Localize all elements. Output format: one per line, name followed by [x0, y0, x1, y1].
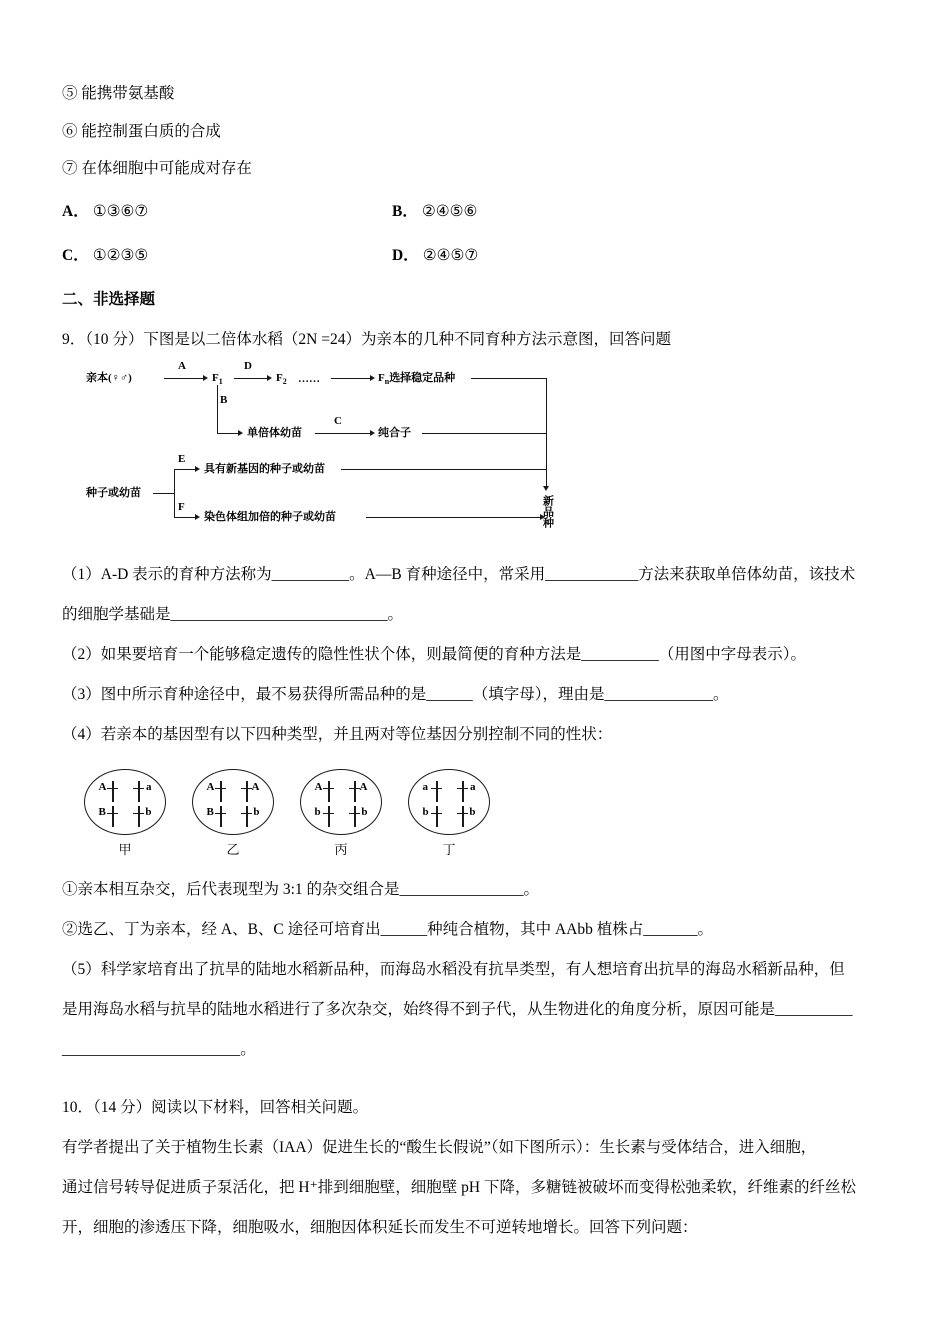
chromosome-icon: [132, 805, 152, 827]
chromosome-pair-bottom: [193, 806, 273, 827]
allele-label: B: [98, 805, 106, 818]
question-9-stem: [62, 327, 902, 349]
breeding-flow-diagram: [86, 359, 586, 549]
question-9-points: （10 分）: [85, 330, 144, 348]
question-10-number: 10．: [62, 1098, 94, 1116]
chromosome-icon: [206, 780, 227, 802]
genotype-cell-ding-wrap: [408, 769, 490, 858]
allele-label: b: [314, 805, 321, 818]
question-9-part-5-line-2: 是用海岛水稻与抗旱的陆地水稻进行了多次杂交，始终得不到子代，从生物进化的角度分析，原因可能是__________: [62, 1000, 853, 1018]
allele-label: A: [98, 780, 107, 793]
diagram-step-b-label: B: [220, 393, 228, 406]
arrow-head-b: [238, 430, 243, 436]
chromosome-pair-bottom: [301, 806, 381, 827]
option-a-label: A．: [62, 202, 89, 220]
seed-stem-line: [153, 493, 175, 494]
genotype-cell-jia-wrap: [84, 769, 166, 858]
diagram-step-e-label: E: [178, 452, 186, 465]
chromosome-icon: [206, 805, 227, 827]
arrow-line-a: [164, 378, 204, 379]
question-10-body-line-2: 通过信号转导促进质子泵活化，把 H⁺排到细胞壁，细胞壁 pH 下降，多糖链被破坏而变得松弛柔软，纤维素的纤丝松: [62, 1178, 856, 1196]
chromosome-icon: [348, 805, 368, 827]
diagram-step-a-label: A: [178, 359, 186, 372]
chromosome-icon: [98, 780, 119, 802]
right-collector-vline: [546, 378, 547, 488]
statement-7-text: 在体细胞中可能成对存在: [81, 160, 252, 177]
question-10-stem-text: 阅读以下材料，回答相关问题。: [151, 1098, 369, 1116]
chromosome-icon: [456, 780, 476, 802]
genotype-cell-jia: [84, 769, 166, 835]
arrow-line-c: [315, 433, 371, 434]
genotype-cell-label: 甲: [118, 841, 132, 857]
allele-label: a: [422, 780, 428, 793]
question-9-part-1-line-1: （1）A-D 表示的育种方法称为__________。A—B 育种途径中，常采用____________方法来获取单倍体幼苗，该技术: [62, 565, 856, 583]
chromosome-icon: [132, 780, 152, 802]
question-9-part-3: （3）图中所示育种途径中，最不易获得所需品种的是______（填字母），理由是______________。: [62, 685, 729, 703]
diagram-seed-label: 种子或幼苗: [86, 486, 141, 499]
question-9-number: 9．: [62, 330, 86, 348]
arrow-head-a: [203, 375, 208, 381]
genotype-cell-ding: [408, 769, 490, 835]
question-9-part-5-line-3: _______________________。: [62, 1040, 256, 1058]
allele-label: a: [470, 780, 476, 793]
genotype-cell-bing: [300, 769, 382, 835]
chromosome-icon: [348, 780, 368, 802]
chromosome-icon: [314, 805, 335, 827]
genotype-cell-label: 丙: [334, 841, 348, 857]
question-9-part-4-sub-1: ①亲本相互杂交，后代表现型为 3:1 的杂交组合是________________。: [62, 880, 540, 898]
diagram-new-variety-label: 新品种: [541, 494, 554, 528]
diagram-dots: ……: [298, 372, 320, 385]
statement-5: [62, 86, 902, 102]
option-row-ab: [62, 199, 902, 221]
question-9-part-1-line-2: 的细胞学基础是____________________________。: [62, 605, 404, 623]
diagram-step-d-label: D: [244, 359, 252, 372]
chromosome-icon: [422, 780, 443, 802]
diagram-parent-label: 亲本(♀♂): [86, 371, 132, 384]
allele-label: B: [206, 805, 214, 818]
diagram-new-gene-seed-label: 具有新基因的种子或幼苗: [204, 462, 325, 475]
chromosome-pair-top: [193, 781, 273, 802]
allele-label: A: [359, 780, 368, 793]
genotype-cell-bing-wrap: [300, 769, 382, 858]
arrow-line-fn: [331, 378, 371, 379]
statement-6-text: 能控制蛋白质的合成: [81, 122, 221, 140]
arrow-line-d: [234, 378, 268, 379]
section-heading: 二、非选择题: [62, 290, 156, 308]
chromosome-pair-bottom: [85, 806, 165, 827]
question-9-part-4: （4）若亲本的基因型有以下四种类型，并且两对等位基因分别控制不同的性状：: [62, 725, 613, 743]
chromosome-icon: [314, 780, 335, 802]
arrow-head-to-new-variety-v: [543, 486, 549, 491]
branch-line-b-h: [217, 433, 239, 434]
question-9-stem-text: 下图是以二倍体水稻（2N =24）为亲本的几种不同育种方法示意图，回答问题: [143, 330, 671, 348]
collector-line-top: [471, 378, 546, 379]
statement-7: [62, 161, 902, 177]
collector-line-f: [366, 517, 541, 518]
chromosome-icon: [98, 805, 119, 827]
genotype-cell-label: 乙: [226, 841, 240, 857]
collector-line-mid: [422, 433, 546, 434]
question-10-body-line-1: 有学者提出了关于植物生长素（IAA）促进生长的“酸生长假说”（如下图所示）：生长素与受体结合，进入细胞，: [62, 1138, 817, 1156]
diagram-doubled-seed-label: 染色体组加倍的种子或幼苗: [204, 510, 336, 523]
diagram-step-f-label: F: [178, 500, 185, 513]
question-9-part-4-sub-2: ②选乙、丁为亲本，经 A、B、C 途径可培育出______种纯合植物，其中 AAbb 植株占_______。: [62, 920, 714, 938]
option-c[interactable]: [62, 243, 392, 265]
question-10-stem: [62, 1088, 902, 1128]
allele-label: A: [314, 780, 323, 793]
chromosome-icon: [422, 805, 443, 827]
statement-5-marker: ⑤: [62, 85, 78, 102]
arrow-head-fn: [370, 375, 375, 381]
branch-line-b: [217, 385, 218, 433]
diagram-f2-label: $F_2$: [276, 371, 287, 386]
allele-label: b: [361, 805, 368, 818]
option-c-text: ①②③⑤: [92, 246, 149, 264]
question-10-points: （14 分）: [93, 1098, 152, 1116]
allele-label: b: [253, 805, 260, 818]
genotype-cell-label: 丁: [442, 841, 456, 857]
arrow-head-c: [370, 430, 375, 436]
arrow-head-d: [267, 375, 272, 381]
arrow-head-f: [195, 514, 200, 520]
option-d-text: ②④⑤⑦: [422, 246, 479, 264]
statement-6-marker: ⑥: [62, 122, 78, 140]
option-a-text: ①③⑥⑦: [92, 202, 149, 220]
question-10-body-line-3: 开，细胞的渗透压下降，细胞吸水，细胞因体积延长而发生不可逆转地增长。回答下列问题：: [62, 1218, 698, 1236]
seed-branch-vline: [174, 469, 175, 517]
allele-label: a: [146, 780, 152, 793]
option-d-label: D．: [392, 246, 419, 264]
genotype-cell-yi: [192, 769, 274, 835]
branch-line-e: [174, 469, 196, 470]
allele-label: b: [145, 805, 152, 818]
chromosome-icon: [456, 805, 476, 827]
option-b-label: B．: [392, 202, 418, 220]
collector-line-e: [341, 469, 546, 470]
option-d[interactable]: [392, 243, 478, 265]
genotype-cell-diagram: [84, 769, 902, 858]
branch-line-f: [174, 517, 196, 518]
chromosome-pair-top: [409, 781, 489, 802]
diagram-homozygote-label: 纯合子: [378, 426, 411, 439]
option-a[interactable]: [62, 199, 392, 221]
genotype-cell-yi-wrap: [192, 769, 274, 858]
chromosome-pair-top: [85, 781, 165, 802]
diagram-step-c-label: C: [334, 414, 342, 427]
question-9-part-5-line-1: （5）科学家培育出了抗旱的陆地水稻新品种，而海岛水稻没有抗旱类型，有人想培育出抗旱的海岛水稻新品种，但: [62, 960, 845, 978]
option-b-text: ②④⑤⑥: [421, 202, 478, 220]
chromosome-pair-bottom: [409, 806, 489, 827]
option-row-cd: [62, 243, 902, 265]
statement-7-marker: ⑦: [62, 160, 78, 177]
arrow-head-e: [195, 466, 200, 472]
chromosome-icon: [240, 780, 260, 802]
allele-label: b: [422, 805, 429, 818]
statement-6: [62, 124, 902, 140]
diagram-haploid-label: 单倍体幼苗: [247, 426, 302, 439]
option-b[interactable]: [392, 199, 477, 221]
chromosome-icon: [240, 805, 260, 827]
allele-label: A: [206, 780, 215, 793]
allele-label: b: [469, 805, 476, 818]
diagram-f1-label: $F_1$: [212, 371, 223, 386]
statement-5-text: 能携带氨基酸: [81, 85, 175, 102]
allele-label: A: [251, 780, 260, 793]
chromosome-pair-top: [301, 781, 381, 802]
diagram-fn-label: $F_n$选择稳定品种: [378, 371, 456, 386]
option-c-label: C．: [62, 246, 89, 264]
question-9-part-2: （2）如果要培育一个能够稳定遗传的隐性性状个体，则最简便的育种方法是__________（用图中字母表示）。: [62, 645, 807, 663]
